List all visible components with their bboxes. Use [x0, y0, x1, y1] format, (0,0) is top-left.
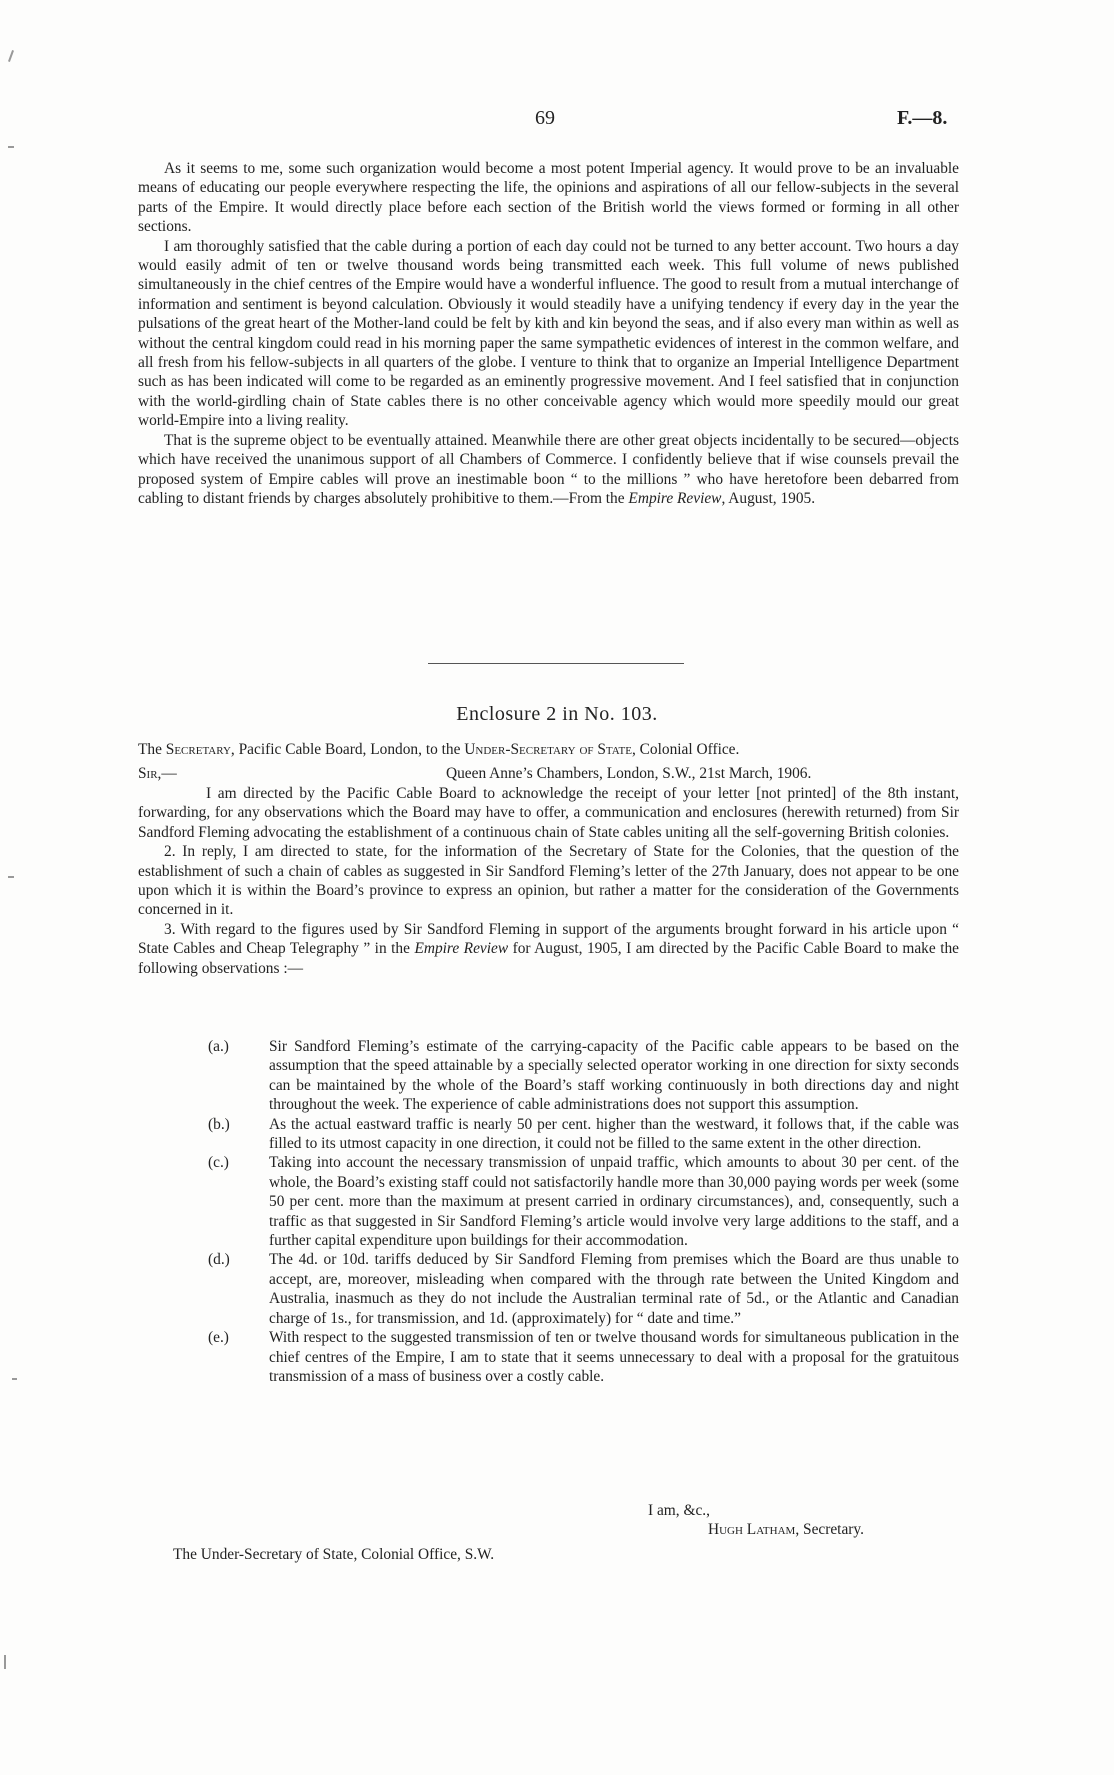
- scan-mark: [8, 146, 14, 148]
- list-item: [208, 1037, 959, 1115]
- item-marker: (a.): [208, 1038, 229, 1055]
- scan-mark: [4, 1655, 6, 1669]
- source-date: , August, 1905.: [721, 489, 816, 507]
- list-item: [208, 1250, 959, 1328]
- source-title: Empire Review: [414, 940, 509, 958]
- item-text: As the actual eastward traffic is nearly 50 per cent. higher than the westward, it follows that, if the cable was filled to its utmost capacity in one direction, it could not be filled to the same extent in the other direction.: [269, 1115, 959, 1153]
- article-paragraph: I am thoroughly satisfied that the cable during a portion of each day could not be turned to any better account. Two hours a day would easily admit of ten or twelve thousand words being transmitted each week. This full volume of news published simultaneously in the chief centres of the Empire would have a wonderful influence. The good to result from a mutual interchange of information and sentiment is beyond calculation. Obviously it would steadily have a unifying tendency if every day in the year the pulsations of the great heart of the Mother-land could be felt by kith and kin beyond the seas, and if also every man within as well as without the central kingdom could read in his morning paper the same sympathetic evidences of interest in the common welfare, and all fresh from his fellow-subjects in all quarters of the globe. I venture to think that to organize an Imperial Intelligence Department such as has been indicated will come to be regarded as an eminently progressive movement. And I feel satisfied that in conjunction with the world-girdling chain of State cables there is no other conceivable agency which would more speedily mould our great world-Empire into a living reality.: [138, 237, 959, 430]
- list-item: [208, 1153, 959, 1250]
- letter-paragraph-text: for August, 1905, I am directed by the Pacific Cable Board to make the following observations :—: [138, 940, 960, 977]
- article-paragraph-text: That is the supreme object to be eventually attained. Meanwhile there are other great objects incidentally to be secured—objects which have received the unanimous support of all Chambers of Commerce. I confidently believe that if wise counsels prevail the proposed system of Empire cables will prove an inestimable boon “ to the millions ” who have heretofore been debarred from cabling to distant friends by charges absolutely prohibitive to them.—From the: [138, 431, 959, 507]
- heading-text: , Pacific Cable Board, London, to the: [230, 741, 465, 758]
- letter-paragraph: [138, 920, 959, 978]
- scan-mark: [12, 1378, 17, 1380]
- letter-body: [138, 784, 959, 978]
- item-text: The 4d. or 10d. tariffs deduced by Sir Sandford Fleming from premises which the Board are thus unable to accept, are, moreover, misleading when compared with the through rate between the United Kingdom and Australia, inasmuch as they do not include the Australian terminal rate of 5d., or the Atlantic and Canadian charge of 1s., for transmission, and 1d. (approximately) for “ date and time.”: [269, 1251, 959, 1327]
- page-header: [0, 109, 1114, 133]
- item-text: Taking into account the necessary transmission of unpaid traffic, which amounts to about 30 per cent. of the whole, the Board’s existing staff could not satisfactorily handle more than 30,000 paying words per week (some 50 per cent. more than the maximum at present carried in ordinary circumstances), and, consequently, such a traffic as that suggested in Sir Sandford Fleming’s article would involve very large additions to the staff, and a further capital expenditure upon buildings for their accommodation.: [269, 1154, 959, 1250]
- item-marker: (c.): [208, 1154, 229, 1172]
- letter-paragraph: 2. In reply, I am directed to state, for the information of the Secretary of State for the Colonies, that the question of the establishment of such a chain of cables as suggested in Sir Sandford Fleming’s letter of the 27th January, does not appear to be one upon which it is within the Board’s province to express an opinion, but rather a matter for the consideration of the Governments concerned in it.: [138, 843, 959, 919]
- article-paragraph: [138, 431, 959, 509]
- article-text: [138, 159, 959, 508]
- sender-title: Secretary: [165, 741, 231, 758]
- item-text: Sir Sandford Fleming’s estimate of the carrying-capacity of the Pacific cable appears to be based on the assumption that the speed attainable by a specially selected operator working in one direction for sixty seconds can be maintained by the whole of the Board’s staff working continuously in both directions day and night throughout the week. The experience of cable administrations does not support this assumption.: [269, 1038, 959, 1114]
- page-number: 69: [535, 107, 555, 129]
- article-paragraph: As it seems to me, some such organization would become a most potent Imperial agency. It would prove to be an invaluable means of educating our people everywhere respecting the life, the opinions and aspirations of all our fellow-subjects in the several parts of the Empire. It would directly place before each section of the British world the views formed or forming in all other sections.: [138, 160, 959, 236]
- letter-paragraph: I am directed by the Pacific Cable Board to acknowledge the receipt of your letter [not printed] of the 8th instant, forwarding, for any observations which the Board may have to offer, a communication and enclosures (herewith returned) from Sir Sandford Fleming advocating the establishment of a continuous chain of State cables uniting all the self-governing British colonies.: [138, 785, 959, 841]
- closing: I am, &c.,: [648, 1502, 710, 1519]
- enclosure-heading: [138, 740, 959, 759]
- list-item: [208, 1115, 959, 1154]
- addressee: The Under-Secretary of State, Colonial Office, S.W.: [173, 1546, 495, 1563]
- source-title: Empire Review: [628, 489, 722, 507]
- scan-mark: [8, 876, 14, 878]
- address-date: Queen Anne’s Chambers, London, S.W., 21st March, 1906.: [446, 765, 812, 782]
- salutation: Sir,—: [138, 765, 177, 782]
- heading-text: , Colonial Office.: [631, 741, 740, 758]
- letter-paragraph-text: 3. With regard to the figures used by Sir Sandford Fleming in support of the arguments brought forward in his article upon “ State Cables and Cheap Telegraphy ” in the: [138, 920, 959, 958]
- signature-role: , Secretary.: [795, 1521, 864, 1538]
- observations-list: [208, 1037, 959, 1386]
- signature-name: Hugh Latham: [708, 1521, 796, 1538]
- salutation-line: [138, 764, 959, 783]
- recipient-title: Under-Secretary of State: [464, 741, 632, 758]
- scan-mark: [8, 50, 14, 62]
- heading-text: The: [138, 741, 166, 758]
- list-item: [208, 1328, 959, 1386]
- signature: [708, 1520, 864, 1539]
- document-reference: F.—8.: [897, 107, 948, 129]
- item-marker: (d.): [208, 1251, 230, 1269]
- item-marker: (e.): [208, 1329, 229, 1347]
- enclosure-title: Enclosure 2 in No. 103.: [456, 703, 658, 725]
- section-divider: [428, 663, 684, 664]
- item-text: With respect to the suggested transmission of ten or twelve thousand words for simultaneous publication in the chief centres of the Empire, I am to state that it seems unnecessary to deal with a proposal for the gratuitous transmission of a mass of business over a costly cable.: [269, 1329, 959, 1385]
- item-marker: (b.): [208, 1115, 230, 1133]
